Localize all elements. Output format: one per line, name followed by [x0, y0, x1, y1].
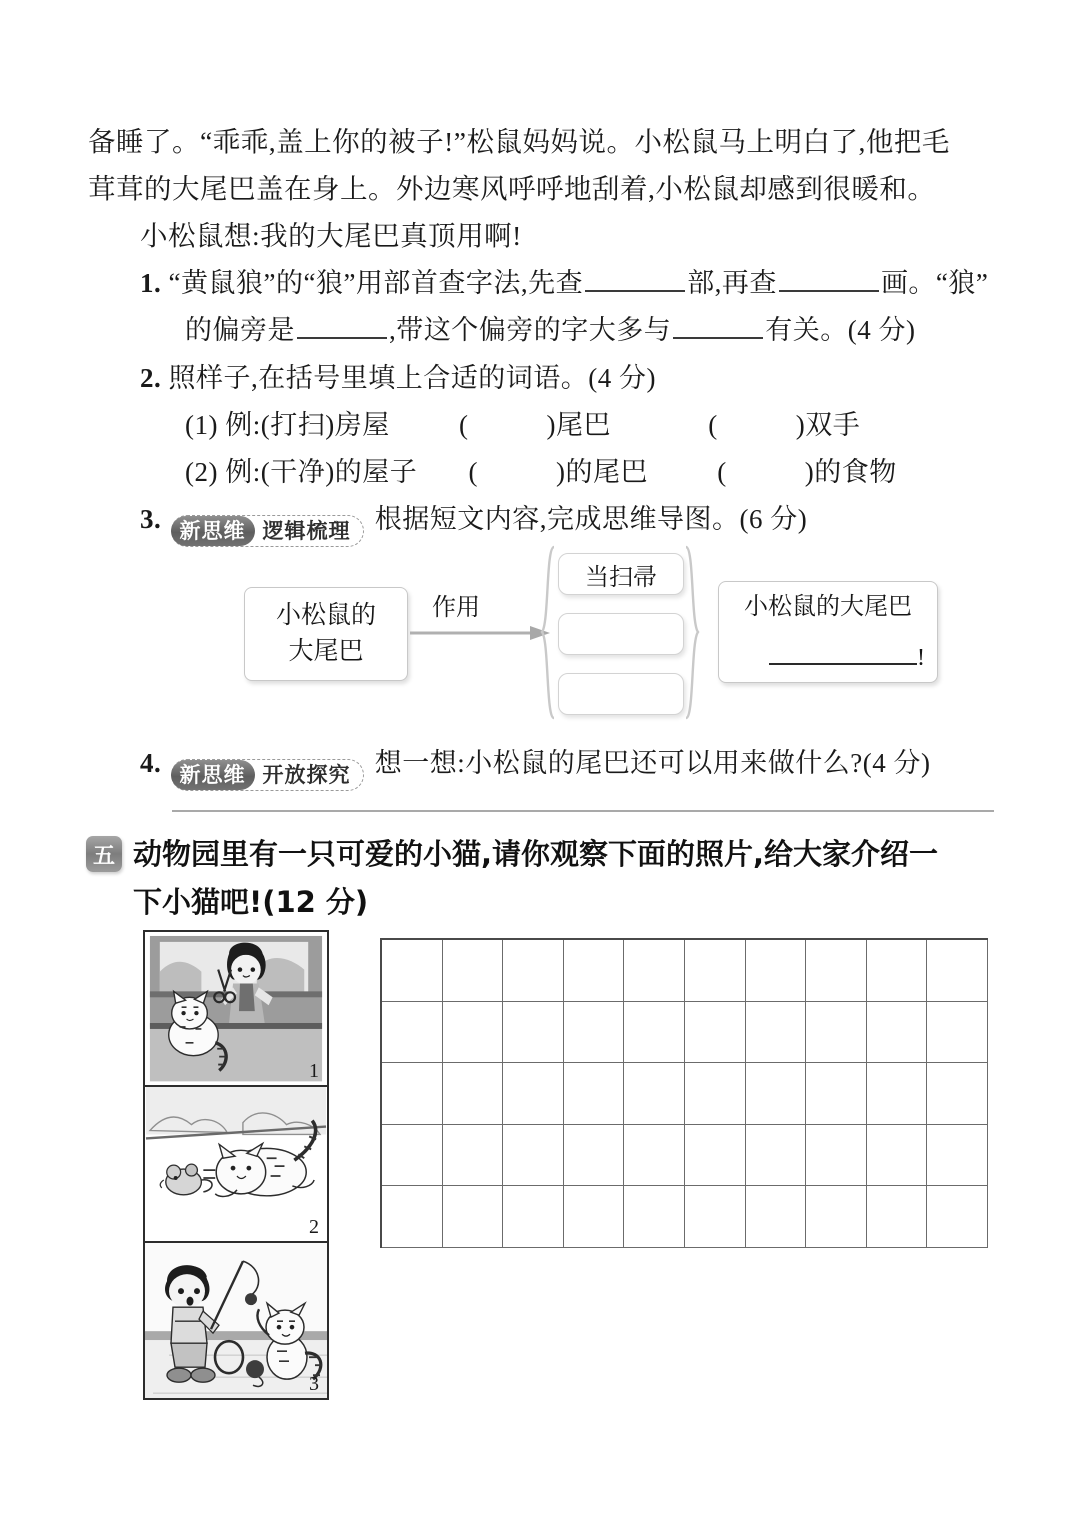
writing-cell[interactable]: [746, 1063, 807, 1125]
writing-cell[interactable]: [564, 1002, 625, 1064]
question-4-prompt-text: 想一想:小松鼠的尾巴还可以用来做什么?(4 分): [374, 748, 931, 778]
writing-cell[interactable]: [927, 1186, 988, 1248]
writing-cell[interactable]: [503, 1125, 564, 1187]
writing-cell[interactable]: [867, 1186, 928, 1248]
writing-cell[interactable]: [806, 1125, 867, 1187]
comic-panel-3: [145, 1243, 327, 1398]
mindmap-arrow-icon: [410, 625, 550, 641]
question-2-row-2-text-1: )的尾巴: [555, 457, 648, 487]
panel-3-illustration: [145, 1243, 327, 1398]
writing-cell[interactable]: [382, 940, 443, 1002]
question-4-badge-tag: 开放探究: [262, 762, 351, 787]
panel-2-illustration: [145, 1087, 327, 1240]
writing-cell[interactable]: [624, 1063, 685, 1125]
writing-cell[interactable]: [685, 940, 746, 1002]
question-2-row-2-paren-open-1[interactable]: (: [468, 457, 478, 487]
passage-line-1: 备睡了。“乖乖,盖上你的被子!”松鼠妈妈说。小松鼠马上明白了,他把毛: [88, 126, 950, 157]
writing-cell[interactable]: [927, 940, 988, 1002]
mindmap-source-line-1: 小松鼠的: [275, 602, 376, 629]
left-curly-brace-icon: [540, 545, 556, 720]
mindmap-slot-group: [540, 545, 700, 720]
question-1-text-d: 的偏旁是: [185, 315, 295, 345]
question-1-blank-3[interactable]: [297, 311, 387, 339]
comic-panel-2: [145, 1087, 327, 1242]
writing-grid[interactable]: [380, 938, 988, 1248]
writing-cell[interactable]: [382, 1186, 443, 1248]
writing-cell[interactable]: [927, 1125, 988, 1187]
question-1-text-b: 部,再查: [687, 268, 777, 298]
comic-panel-2-number: 2: [309, 1215, 319, 1238]
writing-cell[interactable]: [443, 1125, 504, 1187]
writing-cell[interactable]: [685, 1063, 746, 1125]
question-3-prompt: [140, 496, 807, 543]
question-4-badge-main: 新思维: [171, 760, 255, 790]
writing-cell[interactable]: [746, 1186, 807, 1248]
passage-line-3: 小松鼠想:我的大尾巴真顶用啊!: [140, 220, 522, 251]
question-2-row-2-example: (2) 例:(干净)的屋子: [185, 457, 418, 487]
writing-cell[interactable]: [746, 1002, 807, 1064]
comic-panel-1: [145, 932, 327, 1087]
mindmap-source-box: [244, 587, 408, 681]
writing-cell[interactable]: [503, 1186, 564, 1248]
question-2-prompt: [140, 355, 656, 402]
writing-cell[interactable]: [806, 1186, 867, 1248]
section-5-instruction: [133, 830, 1003, 926]
right-curly-brace-icon: [684, 545, 700, 720]
writing-cell[interactable]: [806, 1063, 867, 1125]
question-1-line-2: [185, 307, 915, 354]
writing-cell[interactable]: [746, 1125, 807, 1187]
question-2-row-2-text-2: )的食物: [804, 457, 897, 487]
question-1-blank-2[interactable]: [779, 264, 879, 292]
question-3-badge-tag: 逻辑梳理: [262, 518, 351, 543]
question-1-text-c: 画。“狼”: [880, 268, 989, 298]
writing-cell[interactable]: [443, 940, 504, 1002]
question-3-prompt-text: 根据短文内容,完成思维导图。(6 分): [374, 504, 808, 534]
question-2-row-1-example: (1) 例:(打扫)房屋: [185, 410, 390, 440]
question-1-text-e: ,带这个偏旁的字大多与: [389, 315, 672, 345]
comic-panel-1-number: 1: [309, 1060, 319, 1083]
writing-cell[interactable]: [564, 940, 625, 1002]
writing-cell[interactable]: [746, 940, 807, 1002]
mind-map-diagram: [230, 545, 950, 720]
writing-cell[interactable]: [867, 1063, 928, 1125]
question-3-new-thinking-badge: [171, 506, 364, 543]
question-3-number: 3.: [140, 504, 162, 534]
writing-cell[interactable]: [382, 1125, 443, 1187]
comic-panel-3-number: 3: [309, 1372, 319, 1395]
writing-cell[interactable]: [564, 1186, 625, 1248]
mindmap-arrow-label: 作用: [432, 595, 480, 621]
writing-cell[interactable]: [927, 1063, 988, 1125]
question-2-row-1-text-2: )双手: [795, 410, 861, 440]
writing-cell[interactable]: [624, 940, 685, 1002]
passage-line-2: 茸茸的大尾巴盖在身上。外边寒风呼呼地刮着,小松鼠却感到很暖和。: [88, 173, 936, 204]
section-divider: [172, 810, 994, 812]
writing-cell[interactable]: [685, 1186, 746, 1248]
writing-cell[interactable]: [382, 1063, 443, 1125]
comic-strip: [143, 930, 329, 1400]
question-4-number: 4.: [140, 748, 162, 778]
mindmap-conclusion-mark: !: [917, 645, 925, 671]
writing-cell[interactable]: [867, 940, 928, 1002]
section-5-line-2: 下小猫吧!(12 分): [133, 885, 369, 919]
writing-cell[interactable]: [624, 1125, 685, 1187]
question-1-blank-1[interactable]: [585, 264, 685, 292]
writing-cell[interactable]: [564, 1125, 625, 1187]
writing-cell[interactable]: [806, 1002, 867, 1064]
writing-cell[interactable]: [685, 1002, 746, 1064]
question-2-number: 2.: [140, 363, 162, 393]
question-1-text-f: 有关。(4 分): [765, 315, 916, 345]
mindmap-slot-2[interactable]: [558, 613, 684, 655]
writing-cell[interactable]: [443, 1002, 504, 1064]
writing-cell[interactable]: [564, 1063, 625, 1125]
question-2-row-1-paren-open-2[interactable]: (: [708, 410, 718, 440]
panel-1-illustration: [145, 932, 327, 1085]
mindmap-conclusion-line-1: 小松鼠的大尾巴: [744, 594, 912, 620]
mindmap-conclusion-box: [718, 581, 938, 683]
writing-cell[interactable]: [867, 1125, 928, 1187]
question-2-row-2-paren-open-2[interactable]: (: [717, 457, 727, 487]
mindmap-slot-3[interactable]: [558, 673, 684, 715]
question-2-row-2: [185, 449, 897, 496]
mindmap-conclusion-line-2: [731, 640, 925, 676]
question-1-blank-4[interactable]: [673, 311, 763, 339]
section-5-badge: 五: [86, 836, 122, 872]
writing-cell[interactable]: [382, 1002, 443, 1064]
writing-cell[interactable]: [503, 940, 564, 1002]
writing-cell[interactable]: [624, 1186, 685, 1248]
writing-cell[interactable]: [867, 1002, 928, 1064]
question-2-row-1-text-1: )尾巴: [546, 410, 611, 440]
writing-cell[interactable]: [443, 1186, 504, 1248]
writing-cell[interactable]: [685, 1125, 746, 1187]
question-1-text-a: “黄鼠狼”的“狼”用部首查字法,先查: [168, 268, 584, 298]
writing-cell[interactable]: [443, 1063, 504, 1125]
section-5-line-1: 动物园里有一只可爱的小猫,请你观察下面的照片,给大家介绍一: [133, 837, 939, 871]
question-3-badge-main: 新思维: [171, 516, 255, 546]
writing-cell[interactable]: [806, 940, 867, 1002]
question-2-prompt-text: 照样子,在括号里填上合适的词语。(4 分): [168, 363, 656, 393]
mindmap-source-line-2: 大尾巴: [288, 638, 364, 665]
mindmap-conclusion-blank[interactable]: [769, 643, 917, 665]
question-4-prompt: [140, 740, 930, 787]
question-2-row-1: [185, 402, 860, 449]
writing-cell[interactable]: [624, 1002, 685, 1064]
writing-cell[interactable]: [503, 1002, 564, 1064]
writing-cell[interactable]: [503, 1063, 564, 1125]
question-4-new-thinking-badge: [171, 750, 364, 787]
mindmap-slot-1[interactable]: 当扫帚: [558, 553, 684, 595]
question-2-row-1-paren-open-1[interactable]: (: [458, 410, 469, 440]
writing-cell[interactable]: [927, 1002, 988, 1064]
question-1-number: 1.: [140, 268, 162, 298]
question-1-line-1: [140, 260, 988, 307]
